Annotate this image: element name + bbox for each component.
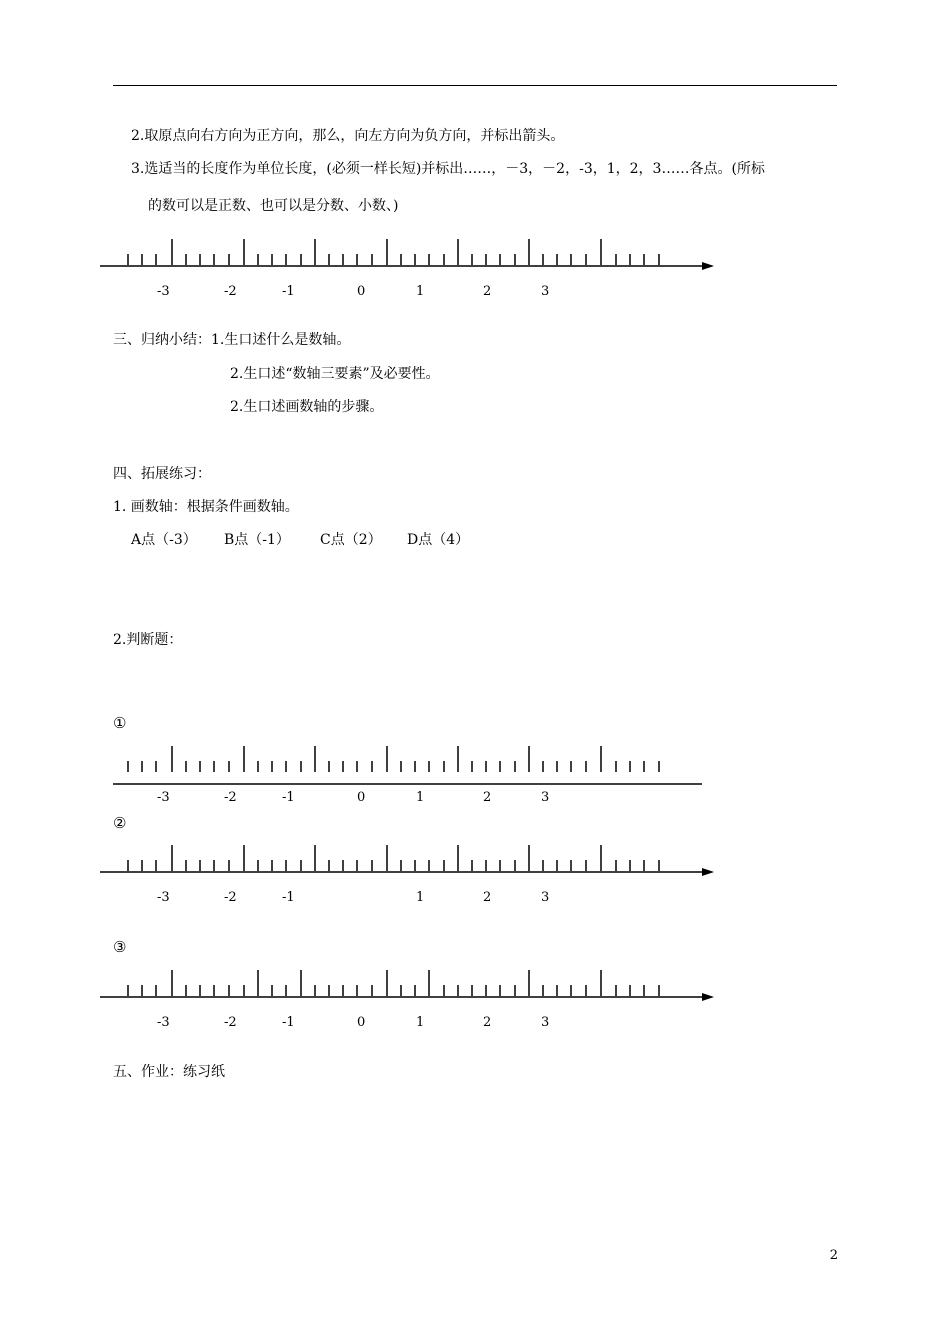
question-mark-3: ③ [113, 938, 127, 956]
axis-label: -3 [157, 890, 170, 905]
summary-item-2: 2.生口述“数轴三要素”及必要性。 [230, 366, 440, 382]
number-line-judge-1-svg [0, 730, 950, 820]
axis-label: -1 [282, 790, 295, 805]
axis-label: 1 [416, 284, 425, 299]
axis-label: 3 [541, 1015, 550, 1030]
step-2-text: 2.取原点向右方向为正方向，那么，向左方向为负方向，并标出箭头。 [131, 128, 565, 144]
axis-label: -2 [224, 1015, 237, 1030]
axis-label: -2 [224, 284, 237, 299]
axis-label: 1 [416, 790, 425, 805]
practice-heading: 四、拓展练习： [113, 466, 211, 482]
number-line-example [0, 222, 950, 312]
number-line-judge-2 [0, 828, 950, 918]
axis-label: 2 [483, 284, 492, 299]
step-3-continuation: 的数可以是正数、也可以是分数、小数、) [148, 198, 399, 214]
axis-label: 2 [483, 790, 492, 805]
axis-label: 2 [483, 1015, 492, 1030]
number-line-judge-3-svg [0, 953, 950, 1043]
page-number: 2 [829, 1248, 838, 1263]
arrow-head [702, 993, 714, 1001]
axis-label: -1 [282, 284, 295, 299]
header-rule [113, 85, 837, 86]
axis-label: 0 [357, 284, 366, 299]
number-line-judge-3 [0, 953, 950, 1043]
axis-label: 1 [416, 1015, 425, 1030]
axis-label: 3 [541, 284, 550, 299]
number-line-judge-1 [0, 730, 950, 820]
arrow-head [702, 868, 714, 876]
axis-label: 3 [541, 790, 550, 805]
point-d: D点（4） [407, 532, 470, 548]
axis-label: 1 [416, 890, 425, 905]
axis-label: -2 [224, 890, 237, 905]
axis-label: -2 [224, 790, 237, 805]
axis-label: -3 [157, 1015, 170, 1030]
point-a: A点（-3） [131, 532, 197, 548]
axis-label: 0 [357, 1015, 366, 1030]
point-b: B点（-1） [224, 532, 290, 548]
summary-item-3: 2.生口述画数轴的步骤。 [230, 399, 384, 415]
practice-question-2: 2.判断题： [113, 632, 183, 648]
homework-text: 五、作业：练习纸 [113, 1064, 225, 1080]
question-mark-2: ② [113, 814, 127, 832]
point-c: C点（2） [320, 532, 382, 548]
number-line-judge-2-svg [0, 828, 950, 918]
axis-label: -1 [282, 1015, 295, 1030]
axis-label: -3 [157, 284, 170, 299]
axis-label: 3 [541, 890, 550, 905]
axis-label: 2 [483, 890, 492, 905]
axis-label: -3 [157, 790, 170, 805]
axis-label: -1 [282, 890, 295, 905]
practice-question-1: 1. 画数轴：根据条件画数轴。 [113, 499, 299, 515]
question-mark-1: ① [113, 714, 127, 732]
number-line-example-svg [0, 222, 950, 312]
step-3-text: 3.选适当的长度作为单位长度，(必须一样长短)并标出……，－3，－2，-3，1，2，3……各点。(所标 [131, 161, 765, 177]
axis-label: 0 [357, 790, 366, 805]
arrow-head [702, 262, 714, 270]
summary-heading: 三、归纳小结：1.生口述什么是数轴。 [113, 332, 351, 348]
